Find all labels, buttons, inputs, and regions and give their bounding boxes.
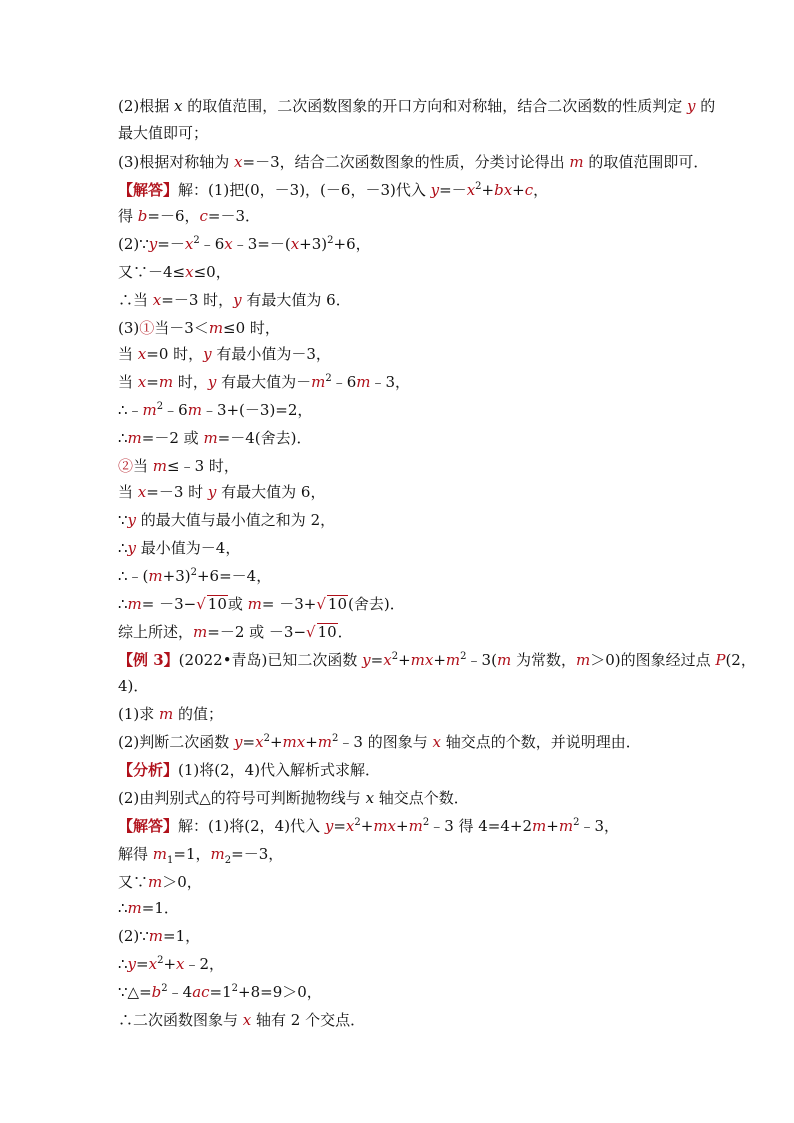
text-line: ∴y 最小值为－4， (118, 539, 241, 557)
text-line: 解得 $m_1=1$，$m_2=-3$， (118, 845, 284, 866)
text-line: 【分析】(1)将(2，4)代入解析式求解． (118, 761, 381, 779)
text-line: 综上所述，m=－2 或 －3−√ 10． (118, 623, 353, 641)
text-line: 【解答】解：(1)将(2，4)代入 $y=x^2+mx+m^2﹣3$ 得 $4=4+2m+m^2﹣3$， (118, 817, 620, 835)
text-line: ∴当 x=－3 时，y 有最大值为 6． (118, 291, 351, 309)
text-line: $\because\triangle=b^2﹣4ac=1^2+8=9>0$， (118, 983, 322, 1001)
text-line: 最大值即可； (118, 124, 209, 142)
text-line: ∴m=1． (118, 899, 179, 917)
text-line: (3)根据对称轴为 x=－3，结合二次函数图象的性质，分类讨论得出 m 的取值范围即可． (118, 153, 709, 171)
text-line: $\therefore﹣m^2﹣6m﹣3+(-3)=2$， (118, 401, 313, 419)
text-line: $\therefore y=x^2+x﹣2$， (118, 955, 225, 973)
text-line: (2)根据 x 的取值范围，二次函数图象的开口方向和对称轴，结合二次函数的性质判定 y 的 (118, 97, 716, 115)
text-line: (2)判断二次函数 $y=x^2+mx+m^2﹣3$ 的图象与 x 轴交点的个数，并说明理由． (118, 733, 641, 751)
text-line: ∵y 的最大值与最小值之和为 2， (118, 511, 336, 529)
text-line: (1)求 m 的值； (118, 705, 224, 723)
text-line: $(2)\because y=-x^2﹣6x﹣3=-(x+3)^2+6$， (118, 235, 371, 253)
text-line: (2)由判别式△的符号可判断抛物线与 x 轴交点个数． (118, 789, 469, 807)
text-line: ∴m=－2 或 m=－4(舍去)． (118, 429, 312, 447)
text-line: $\therefore﹣(m+3)^2+6=-4$， (118, 567, 272, 585)
text-line: 当 x=0 时，y 有最小值为－3， (118, 345, 331, 363)
text-line: 当 x=m 时，y 有最大值为$-m^2﹣6m﹣3$， (118, 373, 411, 391)
text-line: 又∵m＞0， (118, 873, 202, 891)
text-line: 又∵－4≤x≤0， (118, 263, 231, 281)
text-line: ∴m= －3−√ 10或 m= －3+√ 10(舍去)． (118, 595, 405, 613)
text-line: 得 b=－6，c=－3． (118, 207, 261, 225)
text-line: 4)． (118, 677, 149, 695)
text-line: 【例 3】(2022•青岛)已知二次函数 $y=x^2+mx+m^2﹣3(m$ 为常数，m＞0)的图象经过点 P(2， (118, 651, 756, 669)
text-line: ∴二次函数图象与 x 轴有 2 个交点． (118, 1011, 366, 1029)
text-line: 【解答】解：(1)把(0，－3)，(－6，－3)代入 $y=-x^2+bx+c$， (118, 181, 549, 199)
text-line: 当 x=－3 时 y 有最大值为 6， (118, 483, 326, 501)
text-line: (2)∵m=1， (118, 927, 201, 945)
text-line: (3)①当－3＜m≤0 时， (118, 319, 280, 337)
text-line: ②当 m≤﹣3 时， (118, 457, 239, 475)
